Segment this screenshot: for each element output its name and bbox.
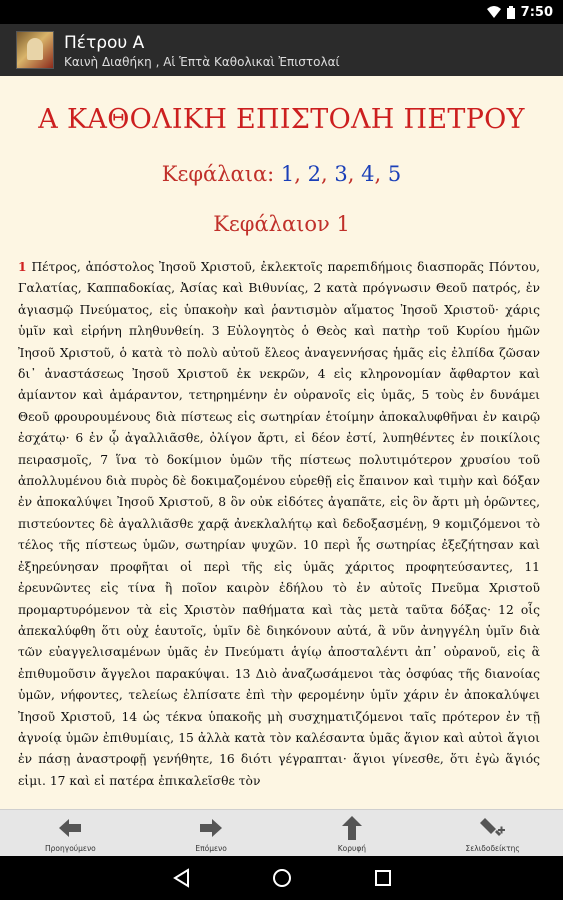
chapters-label: Κεφάλαια:: [161, 162, 275, 186]
book-title: Α ΚΑΘΟΛΙΚΗ ΕΠΙΣΤΟΛΗ ΠΕΤΡΟΥ: [38, 104, 525, 135]
arrow-left-icon: [57, 815, 83, 841]
status-bar: [0, 0, 563, 24]
bookmark-button[interactable]: [422, 810, 563, 857]
next-button[interactable]: [141, 810, 282, 857]
nav-back-icon[interactable]: [172, 868, 190, 888]
battery-icon: [507, 6, 515, 19]
next-label: Επόμενο: [195, 844, 227, 853]
chapter-link-1[interactable]: 1: [280, 162, 295, 186]
previous-label: Προηγούμενο: [45, 844, 96, 853]
arrow-up-icon: [339, 815, 365, 841]
chapter-link-3[interactable]: 3: [334, 162, 348, 186]
nav-recents-icon[interactable]: [374, 869, 392, 887]
arrow-right-icon: [198, 815, 224, 841]
system-nav-bar: [0, 856, 563, 900]
bookmark-label: Σελιδοδείκτης: [465, 844, 520, 853]
action-bar: [0, 24, 563, 76]
top-label: Κορυφή: [337, 844, 367, 853]
top-button[interactable]: [282, 810, 423, 857]
wifi-icon: [487, 6, 501, 18]
bottom-toolbar: [0, 809, 563, 857]
reading-pane[interactable]: [0, 76, 563, 809]
verse-text: Πέτρος, ἀπόστολος Ἰησοῦ Χριστοῦ, ἐκλεκτοῖς παρεπιδήμοις διασπορᾶς Πόντου, Γαλατίας, Καππαδοκίας, Ἀσίας καὶ Βιθυνίας, 2 κατὰ πρόγνωσιν Θεοῦ πατρός, ἐν ἁγιασμῷ Πνεύματος, εἰς ὑπακοὴν καὶ ῥαντισμὸν αἵματος Ἰησοῦ Χριστοῦ· χάρις ὑμῖν καὶ εἰρήνη πληθυνθείη. 3 Εὐλογητὸς ὁ Θεὸς καὶ πατὴρ τοῦ Κυρίου ἡμῶν Ἰησοῦ Χριστοῦ, ὁ κατὰ τὸ πολὺ αὐτοῦ ἔλεος ἀναγεννήσας ἡμᾶς εἰς ἐλπίδα ζῶσαν δι᾽ ἀναστάσεως Ἰησοῦ Χριστοῦ ἐκ νεκρῶν, 4 εἰς κληρονομίαν ἄφθαρτον καὶ ἀμίαντον καὶ ἀμάραντον, τετηρημένην ἐν οὐρανοῖς εἰς ὑμᾶς, 5 τοὺς ἐν δυνάμει Θεοῦ φρουρουμένους διὰ πίστεως εἰς σωτηρίαν ἑτοίμην ἀποκαλυφθῆναι ἐν καιρῷ ἐσχάτῳ· 6 ἐν ᾧ ἀγαλλιᾶσθε, ὀλίγον ἄρτι, εἰ δέον ἐστί, λυπηθέντες ἐν ποικίλοις πειρασμοῖς, 7 ἵνα τὸ δοκίμιον ὑμῶν τῆς πίστεως πολυτιμότερον χρυσίου τοῦ ἀπολλυμένου διὰ πυρὸς δὲ δοκιμαζομένου εὑρεθῇ εἰς ἔπαινον καὶ τιμὴν καὶ δόξαν ἐν ἀποκαλύψει Ἰησοῦ Χριστοῦ, 8 ὃν οὐκ εἰδότες ἀγαπᾶτε, εἰς ὃν ἄρτι μὴ ὁρῶντες, πιστεύοντες δὲ ἀγαλλιᾶσθε χαρᾷ ἀνεκλαλήτῳ καὶ δεδοξασμένῃ, 9 κομιζόμενοι τὸ τέλος τῆς πίστεως ὑμῶν, σωτηρίαν ψυχῶν. 10 περὶ ἧς σωτηρίας ἐξεζήτησαν καὶ ἐξηρεύνησαν προφῆται οἱ περὶ τῆς εἰς ὑμᾶς χάριτος προφητεύσαντες, 11 ἐρευνῶντες εἰς τίνα ἢ ποῖον καιρὸν ἐδήλου τὸ ἐν αὐτοῖς Πνεῦμα Χριστοῦ προμαρτυρόμενον τὰ εἰς Χριστὸν παθήματα καὶ τὰς μετὰ ταῦτα δόξας· 12 οἷς ἀπεκαλύφθη ὅτι οὐχ ἑαυτοῖς, ὑμῖν δὲ διηκόνουν αὐτά, ἃ νῦν ἀνηγγέλη ὑμῖν διὰ τῶν εὐαγγελισαμένων ὑμᾶς ἐν Πνεύματι ἁγίῳ ἀποσταλέντι ἀπ᾽ οὐρανοῦ, εἰς ἃ ἐπιθυμοῦσιν ἄγγελοι παρακύψαι. 13 Διὸ ἀναζωσάμενοι τὰς ὀσφύας τῆς διανοίας ὑμῶν, νήφοντες, τελείως ἐλπίσατε ἐπὶ τὴν φερομένην ὑμῖν χάριν ἐν ἀποκαλύψει Ἰησοῦ Χριστοῦ, 14 ὡς τέκνα ὑπακοῆς μὴ συσχηματιζόμενοι ταῖς πρότερον ἐν τῇ ἀγνοίᾳ ὑμῶν ἐπιθυμίαις, 15 ἀλλὰ κατὰ τὸν καλέσαντα ὑμᾶς ἅγιον καὶ αὐτοὶ ἅγιοι ἐν πάσῃ ἀναστροφῇ γενήθητε, 16 διότι γέγραπται· ἅγιοι γίνεσθε, ὅτι ἐγὼ ἅγιός εἰμι. 17 καὶ εἰ πατέρα ἐπικαλεῖσθε τὸν: [18, 260, 540, 788]
chapter-link-4[interactable]: 4: [361, 162, 375, 186]
app-icon[interactable]: [16, 31, 54, 69]
chapter-list: Κεφάλαια: 1, 2, 3, 4, 5: [161, 162, 402, 186]
chapter-heading: Κεφάλαιον 1: [213, 212, 350, 236]
status-time: 7:50: [520, 4, 553, 20]
bookmark-add-icon: [480, 815, 506, 841]
chapter-link-2[interactable]: 2: [307, 162, 322, 186]
chapter-link-5[interactable]: 5: [387, 162, 402, 186]
status-icons: [487, 3, 553, 21]
previous-button[interactable]: [0, 810, 141, 857]
scripture-text: [18, 256, 540, 792]
verse-number: 1: [18, 259, 27, 274]
page-title: Πέτρου Α: [64, 33, 145, 53]
nav-home-icon[interactable]: [272, 868, 292, 888]
page-subtitle: Καινὴ Διαθήκη , Αἱ Ἑπτὰ Καθολικαὶ Ἐπιστολαί: [64, 55, 340, 69]
